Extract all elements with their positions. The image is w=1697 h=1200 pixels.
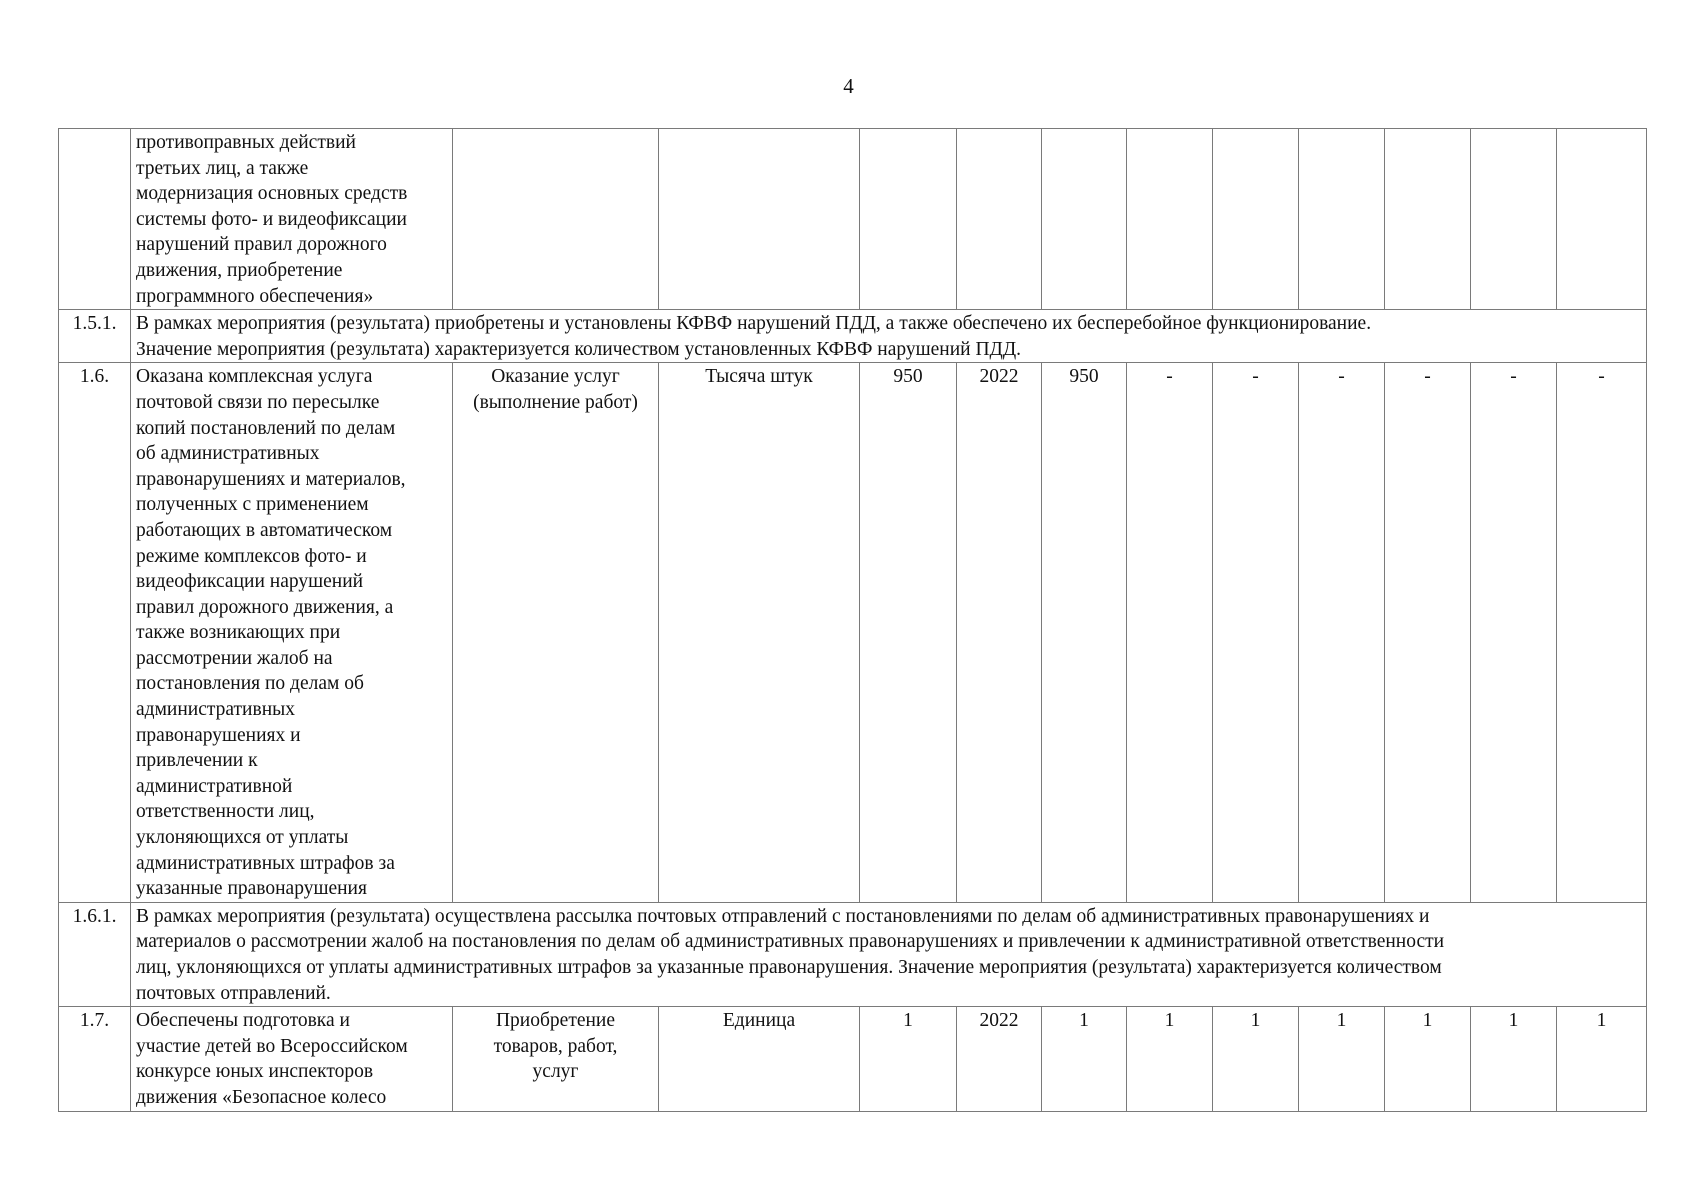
activity-name-cell-line: Обеспечены подготовка и bbox=[136, 1010, 350, 1032]
empty-cell bbox=[453, 129, 659, 310]
activity-name-cell bbox=[131, 129, 453, 310]
activity-type-cell bbox=[453, 363, 659, 902]
base-year-cell: 2022 bbox=[957, 363, 1042, 902]
indicators-table bbox=[58, 128, 1647, 1112]
row-number-cell: 1.6.1. bbox=[59, 902, 131, 1006]
year-value-cell: 950 bbox=[1042, 363, 1127, 902]
empty-cell bbox=[1127, 129, 1213, 310]
empty-cell bbox=[957, 129, 1042, 310]
table-row bbox=[59, 902, 1647, 1006]
activity-name-cell-line: правил дорожного движения, а bbox=[136, 596, 394, 618]
activity-name-cell-line: конкурсе юных инспекторов bbox=[136, 1061, 374, 1083]
base-value-cell: 950 bbox=[860, 363, 957, 902]
year-value-cell: 1 bbox=[1299, 1007, 1385, 1111]
empty-cell bbox=[1471, 129, 1557, 310]
activity-name-cell-line: противоправных действий bbox=[136, 132, 356, 153]
year-value-cell: 1 bbox=[1471, 1007, 1557, 1111]
activity-name-cell bbox=[131, 1007, 453, 1111]
base-year-cell: 2022 bbox=[957, 1007, 1042, 1111]
row-number-cell: 1.5.1. bbox=[59, 310, 131, 363]
activity-name-cell-line: модернизация основных средств bbox=[136, 183, 408, 205]
empty-cell bbox=[1042, 129, 1127, 310]
activity-name-cell-line: административной bbox=[136, 775, 293, 797]
activity-name-cell-line: ответственности лиц, bbox=[136, 801, 315, 823]
table-row bbox=[59, 129, 1647, 310]
activity-description-cell-line: Значение мероприятия (результата) характеризуется количеством установленных КФВФ нарушений ПДД. bbox=[136, 338, 1022, 360]
activity-name-cell-line: уклоняющихся от уплаты bbox=[136, 827, 349, 849]
empty-cell bbox=[1557, 129, 1647, 310]
activity-name-cell-line: участие детей во Всероссийском bbox=[136, 1035, 408, 1057]
activity-name-cell-line: режиме комплексов фото- и bbox=[136, 545, 367, 567]
activity-name-cell-line: работающих в автоматическом bbox=[136, 519, 393, 541]
year-value-cell: - bbox=[1127, 363, 1213, 902]
year-value-cell: 1 bbox=[1127, 1007, 1213, 1111]
activity-name-cell bbox=[131, 363, 453, 902]
activity-type-cell-line: товаров, работ, bbox=[493, 1035, 618, 1057]
empty-cell bbox=[1299, 129, 1385, 310]
year-value-cell: 1 bbox=[1213, 1007, 1299, 1111]
activity-description-cell-line: материалов о рассмотрении жалоб на постановления по делам об административных правонарушениях и привлечении к административной ответственности bbox=[136, 931, 1445, 953]
activity-name-cell-line: полученных с применением bbox=[136, 494, 369, 516]
activity-name-cell-line: рассмотрении жалоб на bbox=[136, 647, 333, 669]
activity-name-cell-line: правонарушениях и bbox=[136, 724, 301, 746]
base-value-cell: 1 bbox=[860, 1007, 957, 1111]
activity-type-cell-line: Приобретение bbox=[495, 1010, 616, 1032]
activity-name-cell-line: Оказана комплексная услуга bbox=[136, 366, 373, 388]
table-row bbox=[59, 310, 1647, 363]
activity-name-cell-line: движения, приобретение bbox=[136, 259, 343, 281]
row-number-cell: 1.7. bbox=[59, 1007, 131, 1111]
year-value-cell: - bbox=[1557, 363, 1647, 902]
activity-name-cell-line: системы фото- и видеофиксации bbox=[136, 208, 407, 230]
activity-description-cell bbox=[131, 310, 1647, 363]
activity-type-cell bbox=[453, 1007, 659, 1111]
activity-type-cell-line: (выполнение работ) bbox=[473, 391, 638, 413]
activity-name-cell-line: правонарушениях и материалов, bbox=[136, 468, 406, 490]
unit-cell: Тысяча штук bbox=[659, 363, 860, 902]
empty-cell bbox=[1385, 129, 1471, 310]
activity-name-cell-line: программного обеспечения» bbox=[136, 285, 374, 307]
unit-cell: Единица bbox=[659, 1007, 860, 1111]
activity-description-cell-line: лиц, уклоняющихся от уплаты административных штрафов за указанные правонарушения. Значение мероприятия (результата) характеризуется количеством bbox=[136, 957, 1442, 978]
activity-name-cell-line: административных bbox=[136, 699, 295, 721]
activity-name-cell-line: видеофиксации нарушений bbox=[136, 571, 364, 593]
page-number: 4 bbox=[843, 74, 854, 98]
table-row bbox=[59, 363, 1647, 902]
activity-name-cell-line: административных штрафов за bbox=[136, 852, 395, 874]
activity-description-cell-line: В рамках мероприятия (результата) осуществлена рассылка почтовых отправлений с постановлениями по делам об административных правонарушениях и bbox=[136, 905, 1430, 927]
activity-name-cell-line: копий постановлений по делам bbox=[136, 417, 396, 439]
activity-description-cell-line: В рамках мероприятия (результата) приобретены и установлены КФВФ нарушений ПДД, а также обеспечено их бесперебойное функционирование. bbox=[136, 313, 1372, 335]
year-value-cell: 1 bbox=[1385, 1007, 1471, 1111]
year-value-cell: 1 bbox=[1557, 1007, 1647, 1111]
activity-description-cell bbox=[131, 902, 1647, 1006]
activity-description-cell-line: почтовых отправлений. bbox=[136, 982, 331, 1004]
activity-type-cell-line: Оказание услуг bbox=[491, 366, 620, 388]
activity-name-cell-line: третьих лиц, а также bbox=[136, 157, 309, 179]
year-value-cell: 1 bbox=[1042, 1007, 1127, 1111]
empty-cell bbox=[860, 129, 957, 310]
activity-name-cell-line: также возникающих при bbox=[136, 622, 341, 644]
table-row bbox=[59, 1007, 1647, 1111]
year-value-cell: - bbox=[1385, 363, 1471, 902]
activity-name-cell-line: нарушений правил дорожного bbox=[136, 234, 387, 256]
empty-cell bbox=[659, 129, 860, 310]
empty-cell bbox=[1213, 129, 1299, 310]
year-value-cell: - bbox=[1471, 363, 1557, 902]
year-value-cell: - bbox=[1299, 363, 1385, 902]
activity-name-cell-line: об административных bbox=[136, 443, 320, 465]
year-value-cell: - bbox=[1213, 363, 1299, 902]
activity-name-cell-line: постановления по делам об bbox=[136, 673, 364, 695]
row-number-cell: 1.6. bbox=[59, 363, 131, 902]
activity-type-cell-line: услуг bbox=[532, 1061, 579, 1083]
activity-name-cell-line: движения «Безопасное колесо bbox=[136, 1086, 387, 1108]
row-number-cell bbox=[59, 129, 131, 310]
activity-name-cell-line: почтовой связи по пересылке bbox=[136, 391, 380, 413]
activity-name-cell-line: привлечении к bbox=[136, 750, 258, 772]
activity-name-cell-line: указанные правонарушения bbox=[136, 878, 367, 900]
